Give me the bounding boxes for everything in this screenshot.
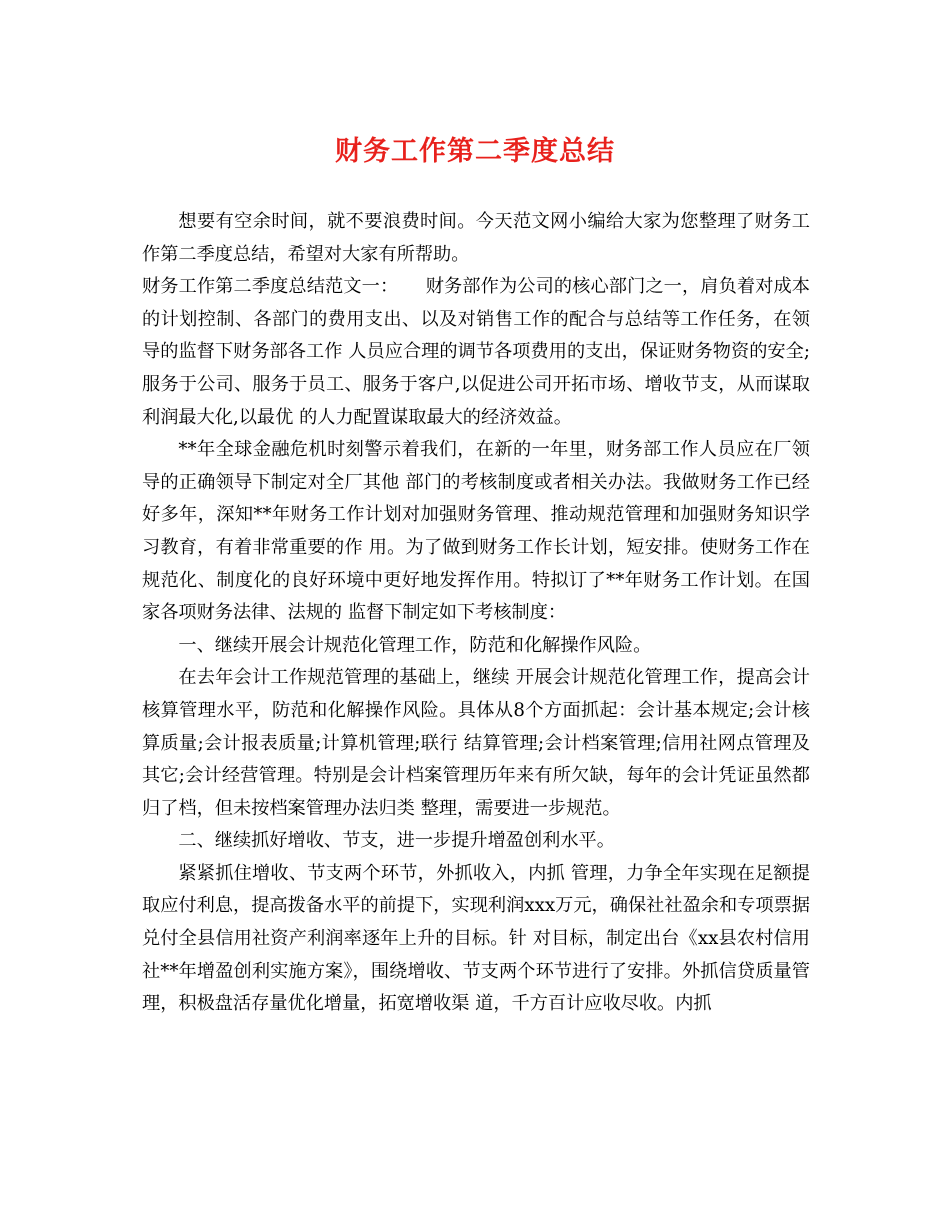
section-heading-one: 一、继续开展会计规范化管理工作，防范和化解操作风险。 [178, 634, 652, 656]
document-body [142, 206, 810, 1021]
paragraph-income-expense: 紧紧抓住增收、节支两个环节，外抓收入，内抓 管理，力争全年实现在足额提取应付利息，提高拨备水平的前提下，实现利润xxx万元，确保社社盈余和专项票据兑付全县信用社资产利润率逐年上升的目标。针 对目标，制定出台《xx县农村信用社**年增盈创利实施方案》，围绕增收、节支两个环节进行了安排。外抓信贷质量管理，积极盘活存量优化增量，拓宽增收渠 道，千方百计应收尽收。内抓 [142, 862, 810, 1015]
paragraph-accounting-standardization: 在去年会计工作规范管理的基础上，继续 开展会计规范化管理工作，提高会计核算管理水平，防范和化解操作风险。具体从8个方面抓起：会计基本规定;会计核算质量;会计报表质量;计算机管理;联行 结算管理;会计档案管理;信用社网点管理及其它;会计经营管理。特别是会计档案管理历年来有所欠缺，每年的会计凭证虽然都归了档，但未按档案管理办法归类 整理，需要进一步规范。 [142, 667, 810, 819]
paragraph-intro: 想要有空余时间，就不要浪费时间。今天范文网小编给大家为您整理了财务工作第二季度总结，希望对大家有所帮助。 [142, 211, 810, 265]
paragraph-financial-crisis: **年全球金融危机时刻警示着我们，在新的一年里，财务部工作人员应在厂领导的正确领导下制定对全厂其他 部门的考核制度或者相关办法。我做财务工作已经好多年，深知**年财务工作计划对加强财务管理、推动规范管理和加强财务知识学习教育，有着非常重要的作 用。为了做到财务工作长计划，短安排。使财务工作在规范化、制度化的良好环境中更好地发挥作用。特拟订了**年财务工作计划。在国家各项财务法律、法规的 监督下制定如下考核制度： [142, 439, 810, 624]
section-heading-two: 二、继续抓好增收、节支，进一步提升增盈创利水平。 [178, 830, 615, 852]
paragraph-sample-one-lead: 财务工作第二季度总结范文一： 财务部作为公司的核心部门之一，肩负着对成本的计划控制、各部门的费用支出、以及对销售工作的配合与总结等工作任务，在领导的监督下财务部各工作 人员应合理的调节各项费用的支出，保证财务物资的安全;服务于公司、服务于员工、服务于客户,以促进公司开拓市场、增收节支，从而谋取利润最大化,以最优 的人力配置谋取最大的经济效益。 [142, 276, 810, 428]
document-title: 财务工作第二季度总结 [335, 136, 615, 167]
